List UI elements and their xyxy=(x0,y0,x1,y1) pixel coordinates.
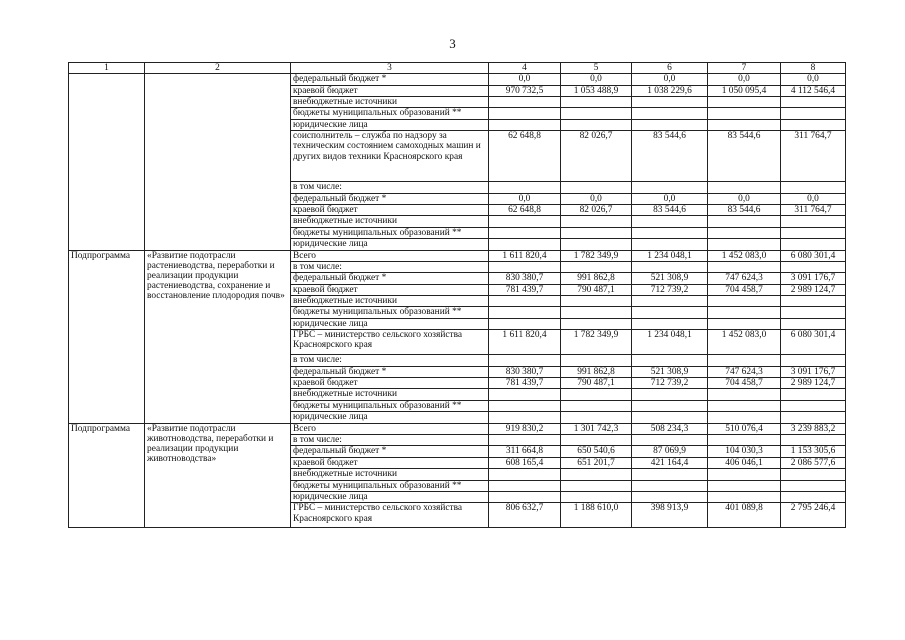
total-value-cell xyxy=(781,307,846,318)
year-value-cell xyxy=(708,108,781,119)
year-value-cell xyxy=(632,216,708,227)
year-value-cell xyxy=(708,400,781,411)
year-value-cell: 704 458,7 xyxy=(708,284,781,295)
year-value-cell xyxy=(489,307,561,318)
year-value-cell: 0,0 xyxy=(632,74,708,85)
program-type-cell: Подпрограмма xyxy=(69,423,145,528)
year-value-cell: 1 234 048,1 xyxy=(632,250,708,261)
year-value-cell: 1 038 229,6 xyxy=(632,85,708,96)
program-description-cell: «Развитие подотрасли животноводства, переработки и реализации продукции животноводства» xyxy=(145,423,291,528)
year-value-cell: 1 301 742,3 xyxy=(561,423,632,434)
year-value-cell xyxy=(632,227,708,238)
table-row xyxy=(69,250,846,261)
total-value-cell: 0,0 xyxy=(781,193,846,204)
year-value-cell xyxy=(708,296,781,307)
year-value-cell xyxy=(489,239,561,250)
funding-source-cell: федеральный бюджет * xyxy=(291,193,489,204)
year-value-cell: 712 739,2 xyxy=(632,284,708,295)
funding-source-cell: краевой бюджет xyxy=(291,378,489,389)
year-value-cell: 62 648,8 xyxy=(489,204,561,215)
year-value-cell xyxy=(489,469,561,480)
total-value-cell: 0,0 xyxy=(781,74,846,85)
year-value-cell xyxy=(708,182,781,193)
total-value-cell: 6 080 301,4 xyxy=(781,330,846,355)
total-value-cell xyxy=(781,469,846,480)
year-value-cell xyxy=(561,227,632,238)
year-value-cell xyxy=(632,296,708,307)
year-value-cell xyxy=(708,434,781,445)
year-value-cell xyxy=(708,469,781,480)
year-value-cell xyxy=(489,389,561,400)
year-value-cell: 830 380,7 xyxy=(489,366,561,377)
year-value-cell: 608 165,4 xyxy=(489,457,561,468)
funding-source-cell: краевой бюджет xyxy=(291,284,489,295)
total-value-cell xyxy=(781,434,846,445)
column-header: 1 xyxy=(69,63,145,74)
table-row xyxy=(69,423,846,434)
column-header: 6 xyxy=(632,63,708,74)
funding-source-cell: юридические лица xyxy=(291,239,489,250)
funding-source-cell: федеральный бюджет * xyxy=(291,273,489,284)
column-number-row xyxy=(69,63,846,74)
year-value-cell xyxy=(561,182,632,193)
year-value-cell xyxy=(708,412,781,423)
year-value-cell xyxy=(708,355,781,366)
total-value-cell xyxy=(781,261,846,272)
year-value-cell: 1 188 610,0 xyxy=(561,503,632,528)
year-value-cell xyxy=(561,239,632,250)
year-value-cell xyxy=(561,389,632,400)
year-value-cell: 1 782 349,9 xyxy=(561,250,632,261)
year-value-cell xyxy=(489,355,561,366)
total-value-cell xyxy=(781,296,846,307)
year-value-cell xyxy=(708,96,781,107)
year-value-cell xyxy=(632,389,708,400)
total-value-cell: 1 153 305,6 xyxy=(781,446,846,457)
year-value-cell: 0,0 xyxy=(708,193,781,204)
year-value-cell: 1 611 820,4 xyxy=(489,330,561,355)
year-value-cell xyxy=(708,227,781,238)
year-value-cell: 712 739,2 xyxy=(632,378,708,389)
funding-source-cell: внебюджетные источники xyxy=(291,96,489,107)
year-value-cell xyxy=(632,239,708,250)
year-value-cell xyxy=(708,318,781,329)
year-value-cell xyxy=(561,434,632,445)
year-value-cell xyxy=(561,307,632,318)
total-value-cell: 311 764,7 xyxy=(781,131,846,182)
year-value-cell xyxy=(561,355,632,366)
funding-source-cell: внебюджетные источники xyxy=(291,389,489,400)
total-value-cell xyxy=(781,119,846,130)
total-value-cell xyxy=(781,96,846,107)
funding-source-cell: в том числе: xyxy=(291,261,489,272)
year-value-cell xyxy=(561,400,632,411)
year-value-cell: 83 544,6 xyxy=(708,131,781,182)
funding-source-cell: соисполнитель – служба по надзору за техническим состоянием самоходных машин и других видов техники Красноярского края xyxy=(291,131,489,182)
total-value-cell xyxy=(781,480,846,491)
funding-source-cell: внебюджетные источники xyxy=(291,469,489,480)
year-value-cell xyxy=(489,480,561,491)
year-value-cell xyxy=(489,434,561,445)
total-value-cell xyxy=(781,412,846,423)
year-value-cell: 401 089,8 xyxy=(708,503,781,528)
year-value-cell: 0,0 xyxy=(561,74,632,85)
program-type-cell: Подпрограмма xyxy=(69,250,145,423)
program-type-cell xyxy=(69,74,145,250)
program-description-cell xyxy=(145,74,291,250)
column-header: 4 xyxy=(489,63,561,74)
year-value-cell: 1 053 488,9 xyxy=(561,85,632,96)
funding-source-cell: в том числе: xyxy=(291,434,489,445)
total-value-cell xyxy=(781,108,846,119)
year-value-cell xyxy=(561,119,632,130)
funding-source-cell: краевой бюджет xyxy=(291,457,489,468)
total-value-cell xyxy=(781,389,846,400)
year-value-cell: 0,0 xyxy=(632,193,708,204)
year-value-cell xyxy=(632,318,708,329)
year-value-cell: 790 487,1 xyxy=(561,284,632,295)
funding-source-cell: внебюджетные источники xyxy=(291,216,489,227)
year-value-cell: 82 026,7 xyxy=(561,204,632,215)
year-value-cell: 104 030,3 xyxy=(708,446,781,457)
total-value-cell xyxy=(781,239,846,250)
total-value-cell: 2 795 246,4 xyxy=(781,503,846,528)
year-value-cell xyxy=(561,318,632,329)
year-value-cell xyxy=(632,119,708,130)
total-value-cell: 6 080 301,4 xyxy=(781,250,846,261)
year-value-cell xyxy=(708,119,781,130)
funding-source-cell: Всего xyxy=(291,250,489,261)
year-value-cell xyxy=(489,108,561,119)
column-header: 5 xyxy=(561,63,632,74)
year-value-cell xyxy=(561,216,632,227)
total-value-cell xyxy=(781,216,846,227)
year-value-cell: 83 544,6 xyxy=(632,204,708,215)
year-value-cell: 510 076,4 xyxy=(708,423,781,434)
year-value-cell xyxy=(561,469,632,480)
funding-source-cell: федеральный бюджет * xyxy=(291,446,489,457)
year-value-cell xyxy=(632,480,708,491)
funding-source-cell: ГРБС – министерство сельского хозяйства Красноярского края xyxy=(291,330,489,355)
year-value-cell xyxy=(708,307,781,318)
funding-source-cell: бюджеты муниципальных образований ** xyxy=(291,400,489,411)
year-value-cell xyxy=(561,491,632,502)
total-value-cell: 3 091 176,7 xyxy=(781,273,846,284)
year-value-cell: 87 069,9 xyxy=(632,446,708,457)
total-value-cell: 3 091 176,7 xyxy=(781,366,846,377)
year-value-cell: 806 632,7 xyxy=(489,503,561,528)
year-value-cell xyxy=(632,469,708,480)
year-value-cell xyxy=(632,261,708,272)
year-value-cell: 0,0 xyxy=(561,193,632,204)
year-value-cell xyxy=(489,96,561,107)
year-value-cell xyxy=(489,491,561,502)
year-value-cell xyxy=(561,96,632,107)
total-value-cell: 2 086 577,6 xyxy=(781,457,846,468)
funding-source-cell: краевой бюджет xyxy=(291,204,489,215)
total-value-cell: 4 112 546,4 xyxy=(781,85,846,96)
year-value-cell xyxy=(489,227,561,238)
year-value-cell xyxy=(561,480,632,491)
program-description-cell: «Развитие подотрасли растениеводства, переработки и реализации продукции растениеводства, сохранение и восстановление плодородия почв» xyxy=(145,250,291,423)
year-value-cell: 521 308,9 xyxy=(632,366,708,377)
year-value-cell: 1 611 820,4 xyxy=(489,250,561,261)
year-value-cell: 651 201,7 xyxy=(561,457,632,468)
table-row xyxy=(69,74,846,85)
year-value-cell xyxy=(489,216,561,227)
funding-source-cell: бюджеты муниципальных образований ** xyxy=(291,307,489,318)
table-body xyxy=(69,74,846,528)
year-value-cell: 781 439,7 xyxy=(489,378,561,389)
year-value-cell xyxy=(632,434,708,445)
year-value-cell: 406 046,1 xyxy=(708,457,781,468)
year-value-cell xyxy=(708,239,781,250)
year-value-cell: 0,0 xyxy=(708,74,781,85)
funding-source-cell: бюджеты муниципальных образований ** xyxy=(291,480,489,491)
year-value-cell xyxy=(489,400,561,411)
year-value-cell xyxy=(489,318,561,329)
year-value-cell xyxy=(632,96,708,107)
year-value-cell: 991 862,8 xyxy=(561,273,632,284)
year-value-cell: 83 544,6 xyxy=(632,131,708,182)
year-value-cell xyxy=(632,355,708,366)
funding-source-cell: ГРБС – министерство сельского хозяйства Красноярского края xyxy=(291,503,489,528)
funding-source-cell: бюджеты муниципальных образований ** xyxy=(291,108,489,119)
funding-source-cell: юридические лица xyxy=(291,318,489,329)
year-value-cell xyxy=(489,182,561,193)
total-value-cell xyxy=(781,227,846,238)
funding-source-cell: федеральный бюджет * xyxy=(291,74,489,85)
year-value-cell: 919 830,2 xyxy=(489,423,561,434)
year-value-cell: 398 913,9 xyxy=(632,503,708,528)
year-value-cell: 650 540,6 xyxy=(561,446,632,457)
year-value-cell xyxy=(489,261,561,272)
year-value-cell xyxy=(632,412,708,423)
year-value-cell xyxy=(632,108,708,119)
column-header: 8 xyxy=(781,63,846,74)
year-value-cell xyxy=(632,491,708,502)
year-value-cell: 747 624,3 xyxy=(708,273,781,284)
year-value-cell: 521 308,9 xyxy=(632,273,708,284)
year-value-cell xyxy=(708,261,781,272)
year-value-cell: 1 452 083,0 xyxy=(708,250,781,261)
total-value-cell xyxy=(781,318,846,329)
total-value-cell xyxy=(781,491,846,502)
year-value-cell xyxy=(708,480,781,491)
funding-source-cell: юридические лица xyxy=(291,412,489,423)
year-value-cell: 1 050 095,4 xyxy=(708,85,781,96)
total-value-cell: 2 989 124,7 xyxy=(781,284,846,295)
year-value-cell xyxy=(632,400,708,411)
total-value-cell: 3 239 883,2 xyxy=(781,423,846,434)
year-value-cell: 83 544,6 xyxy=(708,204,781,215)
year-value-cell: 1 234 048,1 xyxy=(632,330,708,355)
year-value-cell: 508 234,3 xyxy=(632,423,708,434)
year-value-cell: 790 487,1 xyxy=(561,378,632,389)
year-value-cell: 1 782 349,9 xyxy=(561,330,632,355)
funding-source-cell: Всего xyxy=(291,423,489,434)
year-value-cell xyxy=(561,412,632,423)
page-number: 3 xyxy=(449,36,456,51)
year-value-cell: 1 452 083,0 xyxy=(708,330,781,355)
year-value-cell xyxy=(708,216,781,227)
year-value-cell: 781 439,7 xyxy=(489,284,561,295)
funding-source-cell: в том числе: xyxy=(291,182,489,193)
year-value-cell xyxy=(561,296,632,307)
total-value-cell: 311 764,7 xyxy=(781,204,846,215)
funding-source-cell: юридические лица xyxy=(291,491,489,502)
year-value-cell xyxy=(632,182,708,193)
year-value-cell xyxy=(708,389,781,400)
year-value-cell xyxy=(632,307,708,318)
year-value-cell: 311 664,8 xyxy=(489,446,561,457)
year-value-cell xyxy=(489,296,561,307)
total-value-cell xyxy=(781,355,846,366)
column-header: 3 xyxy=(291,63,489,74)
funding-source-cell: в том числе: xyxy=(291,355,489,366)
year-value-cell xyxy=(561,108,632,119)
year-value-cell: 82 026,7 xyxy=(561,131,632,182)
funding-source-cell: федеральный бюджет * xyxy=(291,366,489,377)
total-value-cell xyxy=(781,182,846,193)
column-header: 7 xyxy=(708,63,781,74)
year-value-cell xyxy=(489,119,561,130)
year-value-cell: 704 458,7 xyxy=(708,378,781,389)
year-value-cell: 747 624,3 xyxy=(708,366,781,377)
year-value-cell xyxy=(708,491,781,502)
total-value-cell: 2 989 124,7 xyxy=(781,378,846,389)
year-value-cell: 991 862,8 xyxy=(561,366,632,377)
year-value-cell xyxy=(489,412,561,423)
year-value-cell: 970 732,5 xyxy=(489,85,561,96)
year-value-cell: 62 648,8 xyxy=(489,131,561,182)
year-value-cell xyxy=(561,261,632,272)
year-value-cell: 0,0 xyxy=(489,74,561,85)
budget-table xyxy=(68,62,846,528)
funding-source-cell: юридические лица xyxy=(291,119,489,130)
funding-source-cell: краевой бюджет xyxy=(291,85,489,96)
funding-source-cell: внебюджетные источники xyxy=(291,296,489,307)
column-header: 2 xyxy=(145,63,291,74)
year-value-cell: 830 380,7 xyxy=(489,273,561,284)
funding-source-cell: бюджеты муниципальных образований ** xyxy=(291,227,489,238)
year-value-cell: 0,0 xyxy=(489,193,561,204)
year-value-cell: 421 164,4 xyxy=(632,457,708,468)
total-value-cell xyxy=(781,400,846,411)
